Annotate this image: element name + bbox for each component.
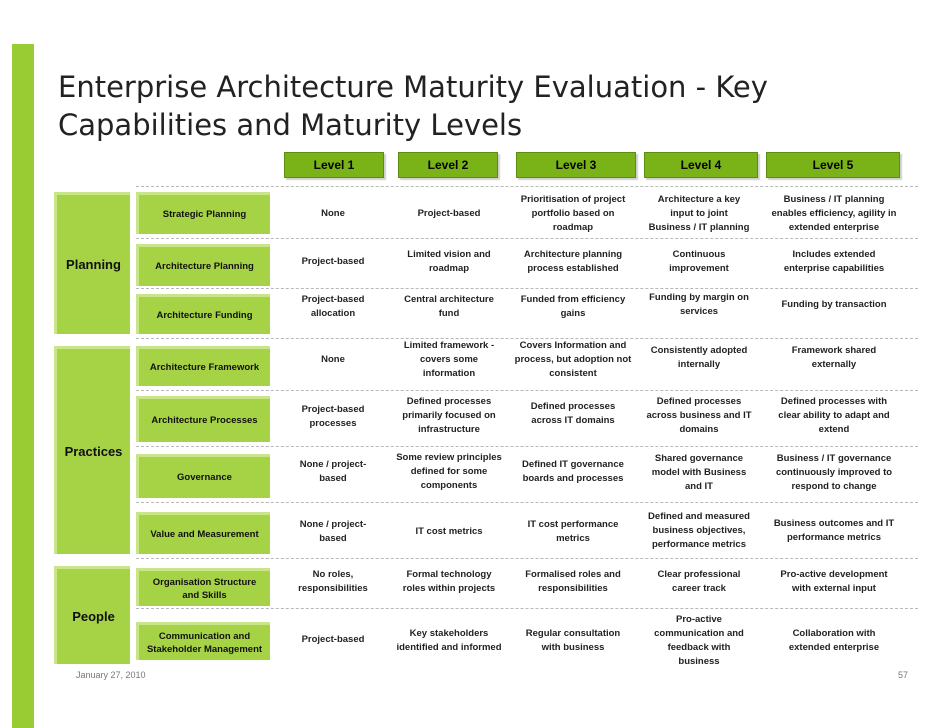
- cell-communication-level-2: Key stakeholders identified and informed: [396, 628, 502, 653]
- cell-strategic-planning-level-4: Architecture a key input to joint Business / IT planning: [648, 194, 750, 233]
- row-separator: [136, 502, 918, 503]
- cell-architecture-planning-level-4: Continuous improvement: [669, 249, 729, 274]
- group-people: People: [54, 566, 130, 664]
- row-separator: [136, 558, 918, 559]
- cell-architecture-funding-level-2: Central architecture fund: [404, 294, 494, 319]
- cell-governance-level-2: Some review principles defined for some components: [396, 452, 502, 491]
- cell-value-and-measurement-level-1: None / project- based: [299, 519, 367, 544]
- capability-value-and-measurement: Value and Measurement: [136, 512, 270, 554]
- capability-communication-and-stakeholder-management: Communication and Stakeholder Management: [136, 622, 270, 660]
- cell-value-and-measurement-level-3: IT cost performance metrics: [527, 519, 619, 544]
- cell-value-and-measurement-level-2: IT cost metrics: [415, 526, 483, 537]
- cell-strategic-planning-level-2: Project-based: [417, 208, 481, 219]
- cell-architecture-framework-level-1: None: [321, 354, 345, 365]
- cell-organisation-structure-level-2: Formal technology roles within projects: [402, 569, 496, 594]
- cell-architecture-framework-level-4: Consistently adopted internally: [650, 345, 748, 370]
- row-separator: [136, 186, 918, 187]
- cell-architecture-processes-level-2: Defined processes primarily focused on infrastructure: [402, 396, 496, 435]
- capability-strategic-planning: Strategic Planning: [136, 192, 270, 234]
- cell-strategic-planning-level-3: Prioritisation of project portfolio based on roadmap: [520, 194, 626, 233]
- cell-communication-level-3: Regular consultation with business: [525, 628, 621, 653]
- level-4-header: Level 4: [644, 152, 758, 178]
- level-3-header: Level 3: [516, 152, 636, 178]
- cell-governance-level-4: Shared governance model with Business and IT: [651, 453, 747, 492]
- row-separator: [136, 608, 918, 609]
- cell-architecture-processes-level-1: Project-based processes: [301, 404, 365, 429]
- footer-date: January 27, 2010: [76, 670, 146, 680]
- row-separator: [136, 238, 918, 239]
- capability-architecture-processes: Architecture Processes: [136, 396, 270, 442]
- capability-architecture-framework: Architecture Framework: [136, 346, 270, 386]
- cell-architecture-processes-level-4: Defined processes across business and IT domains: [646, 396, 752, 435]
- cell-architecture-framework-level-5: Framework shared externally: [791, 345, 877, 370]
- cell-architecture-funding-level-5: Funding by transaction: [781, 299, 887, 310]
- row-separator: [136, 288, 918, 289]
- cell-communication-level-4: Pro-active communication and feedback with business: [654, 614, 744, 667]
- cell-communication-level-1: Project-based: [301, 634, 365, 645]
- cell-value-and-measurement-level-5: Business outcomes and IT performance metrics: [773, 518, 895, 543]
- cell-architecture-processes-level-5: Defined processes with clear ability to adapt and extend: [778, 396, 890, 435]
- capability-architecture-planning: Architecture Planning: [136, 244, 270, 286]
- cell-governance-level-3: Defined IT governance boards and processes: [522, 459, 624, 484]
- cell-architecture-framework-level-2: Limited framework - covers some information: [403, 340, 495, 379]
- cell-architecture-planning-level-1: Project-based: [301, 256, 365, 267]
- row-separator: [136, 390, 918, 391]
- slide-number: 57: [898, 670, 909, 680]
- cell-governance-level-1: None / project- based: [299, 459, 367, 484]
- cell-governance-level-5: Business / IT governance continuously improved to respond to change: [775, 453, 893, 492]
- cell-architecture-processes-level-3: Defined processes across IT domains: [530, 401, 616, 426]
- capability-governance: Governance: [136, 454, 270, 498]
- capability-organisation-structure-and-skills: Organisation Structure and Skills: [136, 568, 270, 606]
- cell-architecture-planning-level-2: Limited vision and roadmap: [407, 249, 491, 274]
- cell-strategic-planning-level-5: Business / IT planning enables efficiency, agility in extended enterprise: [771, 194, 897, 233]
- cell-organisation-structure-level-4: Clear professional career track: [657, 569, 741, 594]
- cell-organisation-structure-level-1: No roles, responsibilities: [298, 569, 368, 594]
- level-1-header: Level 1: [284, 152, 384, 178]
- level-2-header: Level 2: [398, 152, 498, 178]
- page-title: Enterprise Architecture Maturity Evaluation - Key Capabilities and Maturity Levels: [58, 70, 768, 142]
- cell-communication-level-5: Collaboration with extended enterprise: [788, 628, 880, 653]
- cell-organisation-structure-level-5: Pro-active development with external input: [780, 569, 888, 594]
- cell-value-and-measurement-level-4: Defined and measured business objectives, performance metrics: [648, 511, 750, 550]
- cell-architecture-funding-level-4: Funding by margin on services: [649, 292, 749, 317]
- cell-architecture-funding-level-3: Funded from efficiency gains: [520, 294, 626, 319]
- level-5-header: Level 5: [766, 152, 900, 178]
- capability-architecture-funding: Architecture Funding: [136, 294, 270, 334]
- cell-organisation-structure-level-3: Formalised roles and responsibilities: [525, 569, 621, 594]
- cell-architecture-planning-level-3: Architecture planning process established: [523, 249, 623, 274]
- group-planning: Planning: [54, 192, 130, 334]
- row-separator: [136, 446, 918, 447]
- accent-sidebar-bar: [12, 44, 34, 728]
- cell-strategic-planning-level-1: None: [321, 208, 345, 219]
- cell-architecture-framework-level-3: Covers Information and process, but adoption not consistent: [514, 340, 632, 379]
- cell-architecture-funding-level-1: Project-based allocation: [301, 294, 365, 319]
- cell-architecture-planning-level-5: Includes extended enterprise capabilities: [783, 249, 885, 274]
- group-practices: Practices: [54, 346, 130, 554]
